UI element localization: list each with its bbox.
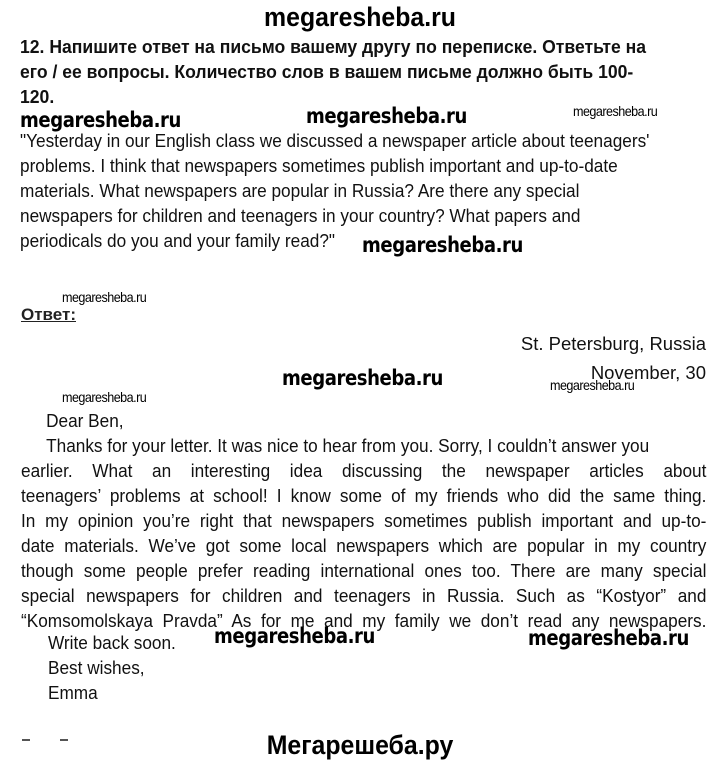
task-line: 12. Напишите ответ на письмо вашему другу по переписке. Ответьте на	[20, 36, 647, 57]
task-prompt	[20, 34, 685, 109]
watermark: megaresheba.ru	[20, 108, 181, 132]
quote-line: materials. What newspapers are popular in Russia? Are there any special	[20, 180, 580, 201]
signature: Emma	[48, 682, 98, 703]
watermark: megaresheba.ru	[62, 389, 147, 405]
quote-line: newspapers for children and teenagers in your country? What papers and	[20, 205, 581, 226]
letter-line: teenagers’ problems at school! I know some of my friends who did the same thing.	[21, 485, 707, 506]
watermark: megaresheba.ru	[362, 233, 523, 257]
closing-line: Write back soon.	[48, 632, 176, 653]
quote-line: periodicals do you and your family read?"	[20, 230, 336, 251]
letter-closing	[48, 630, 185, 705]
watermark: megaresheba.ru	[550, 377, 635, 393]
site-title-header: megaresheba.ru	[264, 2, 456, 32]
letter-line: In my opinion you’re right that newspapers sometimes publish important and up-to-	[21, 510, 707, 531]
letter-line: “Komsomolskaya Pravda” As for me and my family we don’t read any newspapers.	[21, 610, 707, 631]
quote-line: "Yesterday in our English class we discussed a newspaper article about teenagers'	[20, 130, 650, 151]
letter-greeting: Dear Ben,	[46, 410, 124, 431]
letter-line: Thanks for your letter. It was nice to hear from you. Sorry, I couldn’t answer you	[46, 435, 650, 456]
task-line: его / ее вопросы. Количество слов в вашем письме должно быть 100-	[20, 61, 634, 82]
letter-line: earlier. What an interesting idea discussing the newspaper articles about	[21, 460, 707, 481]
letter-address: St. Petersburg, Russia	[520, 333, 706, 354]
watermark: megaresheba.ru	[62, 289, 147, 305]
task-line: 120.	[20, 86, 55, 107]
letter-line: special newspapers for children and teenagers in Russia. Such as “Kostyor” and	[21, 585, 707, 606]
watermark: megaresheba.ru	[306, 104, 467, 128]
answer-label: Ответ:	[21, 305, 76, 324]
watermark: megaresheba.ru	[282, 366, 443, 390]
watermark: megaresheba.ru	[573, 103, 658, 119]
letter-date: November, 30	[590, 362, 706, 383]
quote-line: problems. I think that newspapers sometimes publish important and up-to-date	[20, 155, 618, 176]
letter-line: though some people prefer reading international ones too. There are many special	[21, 560, 707, 581]
letter-body	[21, 408, 707, 633]
closing-line: Best wishes,	[48, 657, 145, 678]
letter-line: date materials. We’ve got some local newspapers which are popular in my country	[21, 535, 707, 556]
watermark: megaresheba.ru	[528, 626, 689, 650]
site-title-footer: Мегарешеба.ру	[266, 730, 454, 760]
watermark: megaresheba.ru	[214, 624, 375, 648]
